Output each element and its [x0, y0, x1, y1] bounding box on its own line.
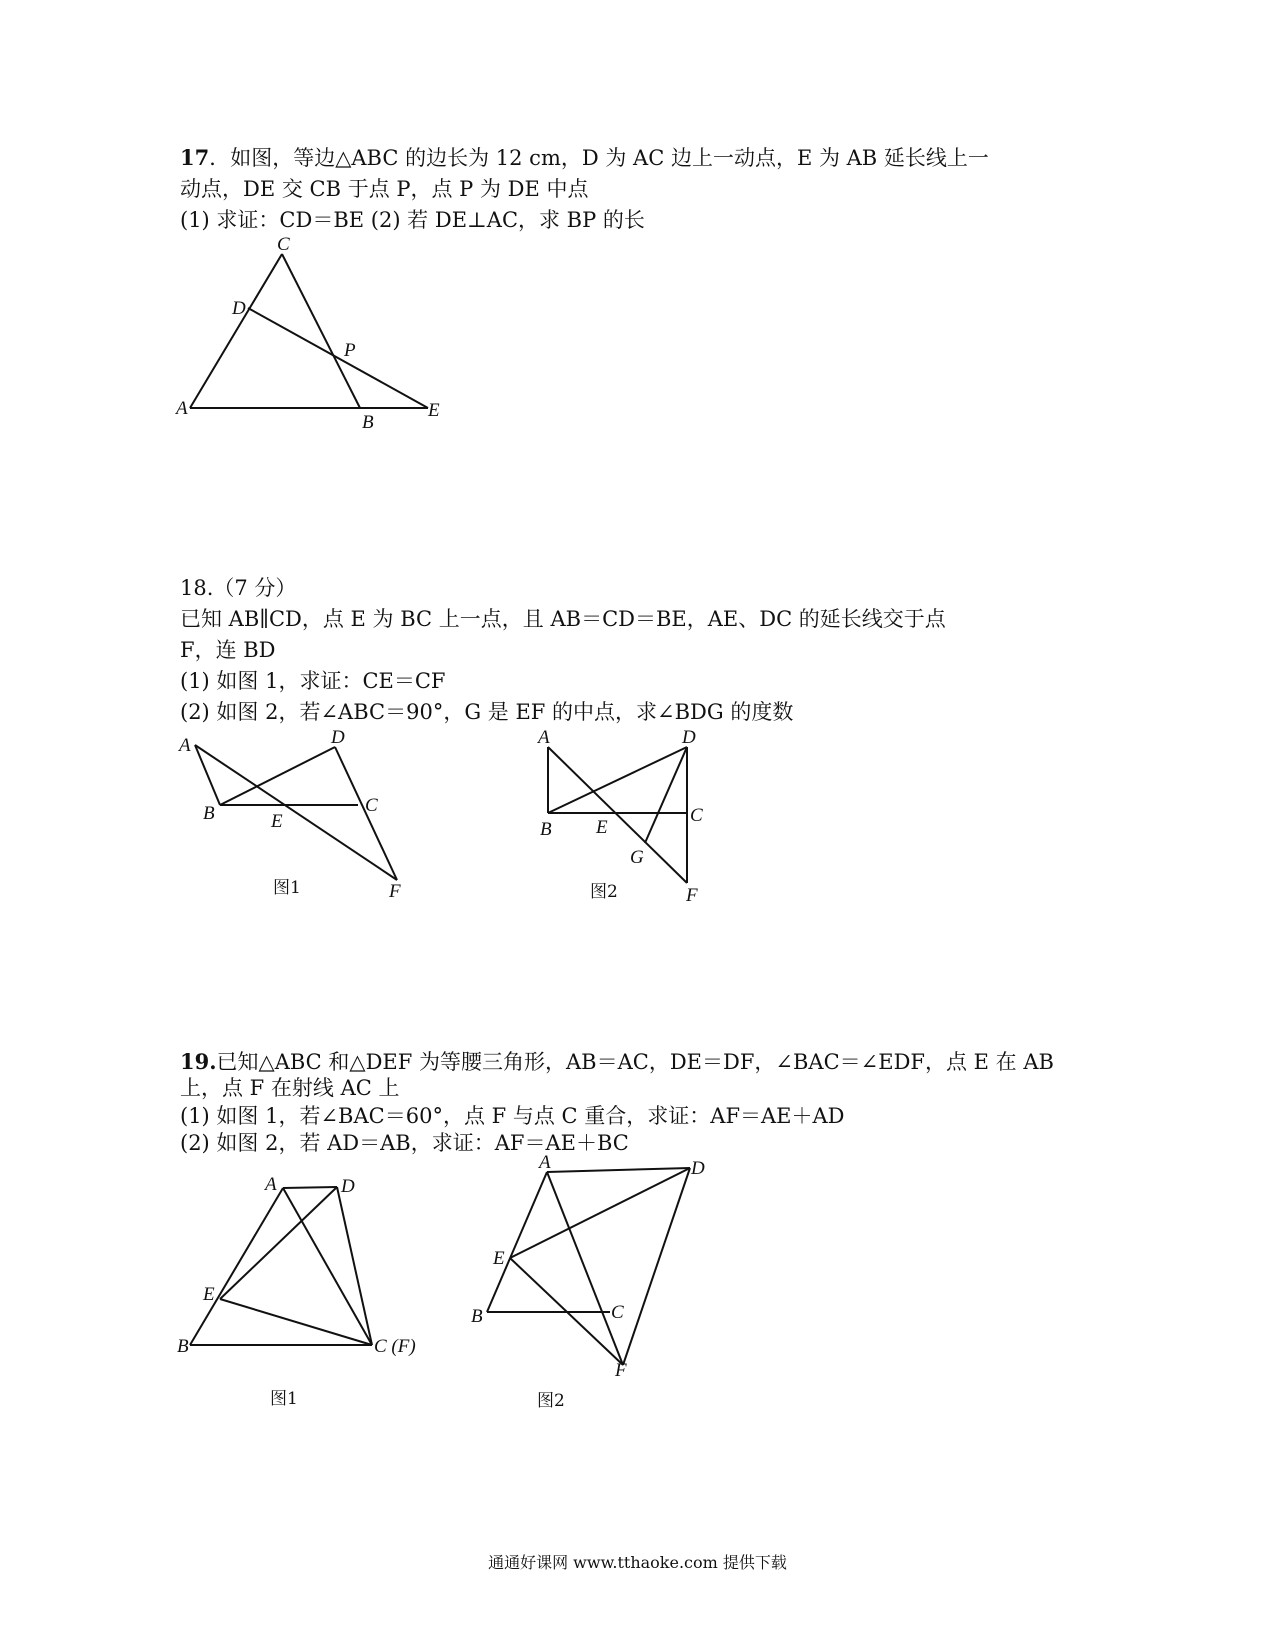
q18-head: 18.（7 分） [180, 576, 297, 600]
q19-number: 19. [180, 1049, 217, 1074]
q18f2-segment-bd [548, 747, 687, 813]
q17-figure [170, 230, 460, 440]
q18f1-label-d: D [331, 727, 345, 748]
q19f2-label-f: F [615, 1360, 627, 1381]
q19-line3: (1) 如图 1，若∠BAC＝60°，点 F 与点 C 重合，求证：AF＝AE＋AD [180, 1104, 845, 1128]
q19f2-segment-ad [547, 1168, 690, 1172]
q17-line2: 动点，DE 交 CB 于点 P，点 P 为 DE 中点 [180, 177, 589, 201]
q18-line1: 已知 AB∥CD，点 E 为 BC 上一点，且 AB＝CD＝BE，AE、DC 的延长线交于点 [180, 607, 946, 631]
q18f2-label-c: C [690, 805, 703, 826]
q19f1-label-d: D [341, 1176, 355, 1197]
q17-label-p: P [344, 340, 356, 361]
q19-line1: 19.已知△ABC 和△DEF 为等腰三角形，AB＝AC，DE＝DF，∠BAC＝∠EDF，点 E 在 AB [180, 1049, 1054, 1074]
q17-label-e: E [428, 400, 440, 421]
q17-line1: 17．如图，等边△ABC 的边长为 12 cm，D 为 AC 边上一动点，E 为 AB 延长线上一 [180, 145, 989, 170]
q17-label-b: B [362, 412, 374, 433]
q17-line3: (1) 求证：CD＝BE (2) 若 DE⊥AC，求 BP 的长 [180, 208, 645, 232]
q17-segment-cb [282, 254, 360, 408]
q18f2-label-e: E [596, 817, 608, 838]
q18-figure1 [175, 725, 435, 905]
q18f1-segment-bd [220, 747, 335, 805]
q17-label-c: C [277, 234, 290, 255]
q18-figure2 [530, 725, 730, 905]
q19f2-label-e: E [493, 1248, 505, 1269]
q19f1-label-b: B [177, 1336, 189, 1357]
q18f1-label-b: B [203, 803, 215, 824]
q19f2-label-a: A [539, 1152, 551, 1173]
q18f2-label-a: A [538, 727, 550, 748]
q19f1-label-e: E [203, 1284, 215, 1305]
q18f1-label-c: C [365, 795, 378, 816]
q18f1-label-a: A [179, 735, 191, 756]
q19-fig2-caption: 图2 [537, 1391, 565, 1411]
q18f1-label-e: E [271, 811, 283, 832]
q18f2-label-g: G [630, 847, 644, 868]
q18f2-label-f: F [686, 885, 698, 905]
q17-number: 17 [180, 145, 210, 170]
page-footer: 通通好课网 www.tthaoke.com 提供下载 [488, 1553, 787, 1572]
q18-fig2-caption: 图2 [590, 882, 618, 902]
q19f2-label-b: B [471, 1306, 483, 1327]
q19-line4: (2) 如图 2，若 AD＝AB，求证：AF＝AE＋BC [180, 1131, 629, 1155]
q19f2-segment-ab [487, 1172, 547, 1312]
q19-figure1 [175, 1160, 445, 1420]
q18f2-label-b: B [540, 819, 552, 840]
q19f1-label-a: A [265, 1174, 277, 1195]
q19-line2: 上，点 F 在射线 AC 上 [180, 1076, 400, 1100]
q17-segment-de [248, 308, 428, 408]
q18f2-segment-dg [645, 747, 687, 843]
q19-figure2 [465, 1150, 725, 1420]
q19f2-label-d: D [691, 1158, 705, 1179]
q18-line4: (2) 如图 2，若∠ABC＝90°，G 是 EF 的中点，求∠BDG 的度数 [180, 700, 794, 724]
q19f2-label-c: C [611, 1302, 624, 1323]
q19f1-segment-ab [190, 1188, 283, 1345]
q19-fig1-caption: 图1 [270, 1389, 298, 1409]
q18-line2: F，连 BD [180, 638, 276, 662]
q18-fig1-caption: 图1 [273, 878, 301, 898]
q18f2-segment-af [548, 747, 687, 883]
q19f1-segment-ad [283, 1187, 337, 1188]
q17-segment-ac [190, 254, 282, 408]
q19f2-segment-af [547, 1172, 623, 1365]
q19f1-segment-ed [220, 1187, 337, 1299]
q17-label-a: A [176, 398, 188, 419]
q19f1-label-cf: C (F) [374, 1336, 416, 1357]
q17-label-d: D [232, 298, 246, 319]
q18f2-label-d: D [682, 727, 696, 748]
q18-line3: (1) 如图 1，求证：CE＝CF [180, 669, 446, 693]
q18f1-label-f: F [389, 881, 401, 902]
q19f1-segment-dc [337, 1187, 372, 1345]
